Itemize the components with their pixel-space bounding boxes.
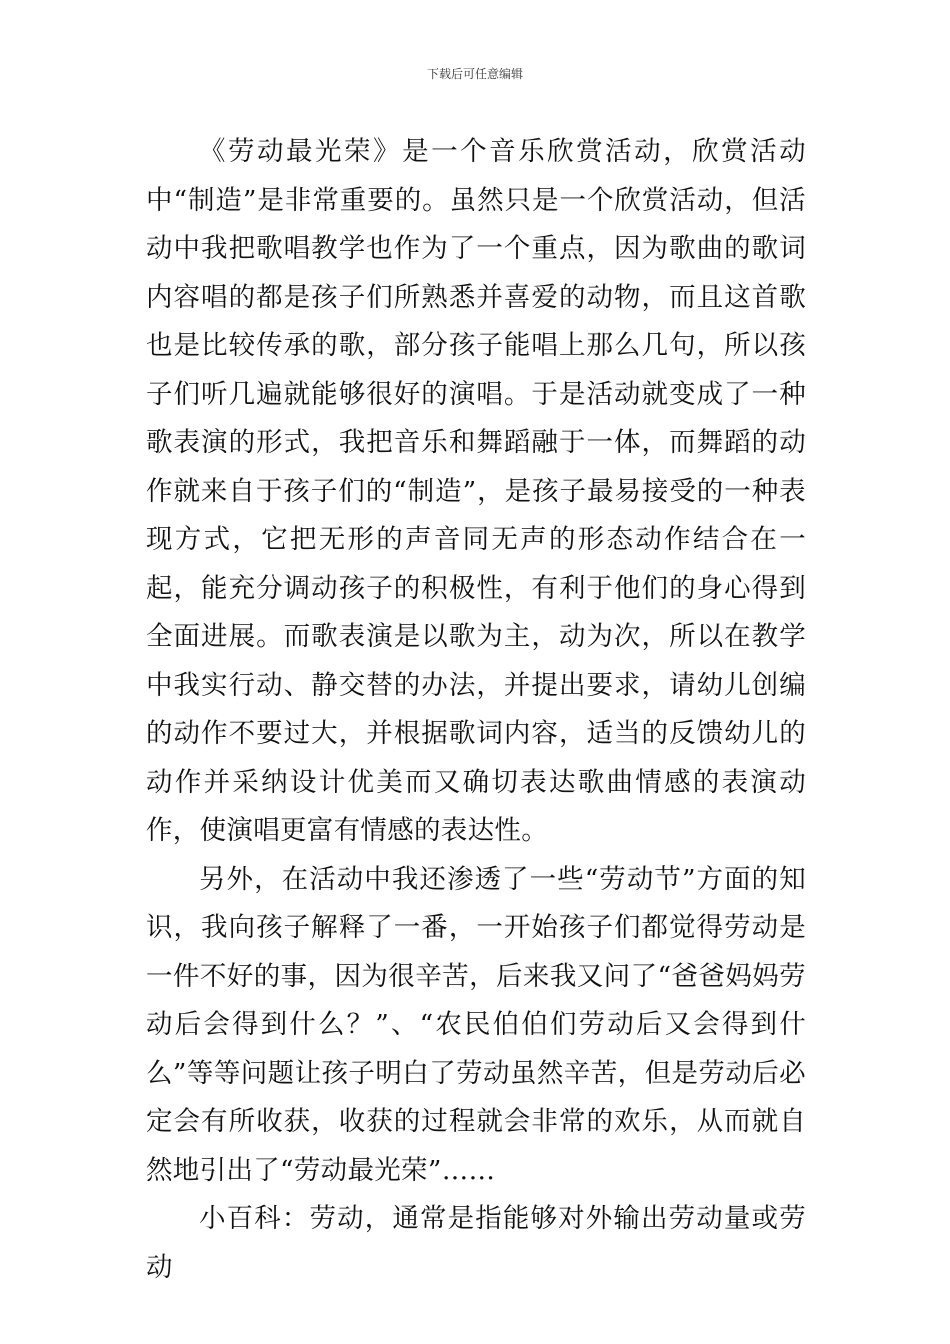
page-header-note: 下载后可任意编辑 xyxy=(426,67,523,81)
document-body xyxy=(146,128,806,1292)
paragraph-2: 另外，在活动中我还渗透了一些“劳动节”方面的知识，我向孩子解释了一番，一开始孩子们都觉得劳动是一件不好的事，因为很辛苦，后来我又问了“爸爸妈妈劳动后会得到什么？”、“农民伯伯们劳动后又会得到什么”等等问题让孩子明白了劳动虽然辛苦，但是劳动后必定会有所收获，收获的过程就会非常的欢乐，从而就自然地引出了“劳动最光荣”…… xyxy=(146,863,806,1186)
paragraph-1: 《劳动最光荣》是一个音乐欣赏活动，欣赏活动中“制造”是非常重要的。虽然只是一个欣赏活动，但活动中我把歌唱教学也作为了一个重点，因为歌曲的歌词内容唱的都是孩子们所熟悉并喜爱的动物，而且这首歌也是比较传承的歌，部分孩子能唱上那么几句，所以孩子们听几遍就能够很好的演唱。于是活动就变成了一种歌表演的形式，我把音乐和舞蹈融于一体，而舞蹈的动作就来自于孩子们的“制造”，是孩子最易接受的一种表现方式，它把无形的声音同无声的形态动作结合在一起，能充分调动孩子的积极性，有利于他们的身心得到全面进展。而歌表演是以歌为主，动为次，所以在教学中我实行动、静交替的办法，并提出要求，请幼儿创编的动作不要过大，并根据歌词内容，适当的反馈幼儿的动作并采纳设计优美而又确切表达歌曲情感的表演动作，使演唱更富有情感的表达性。 xyxy=(146,136,806,846)
paragraph-3: 小百科：劳动，通常是指能够对外输出劳动量或劳动 xyxy=(146,1203,806,1283)
